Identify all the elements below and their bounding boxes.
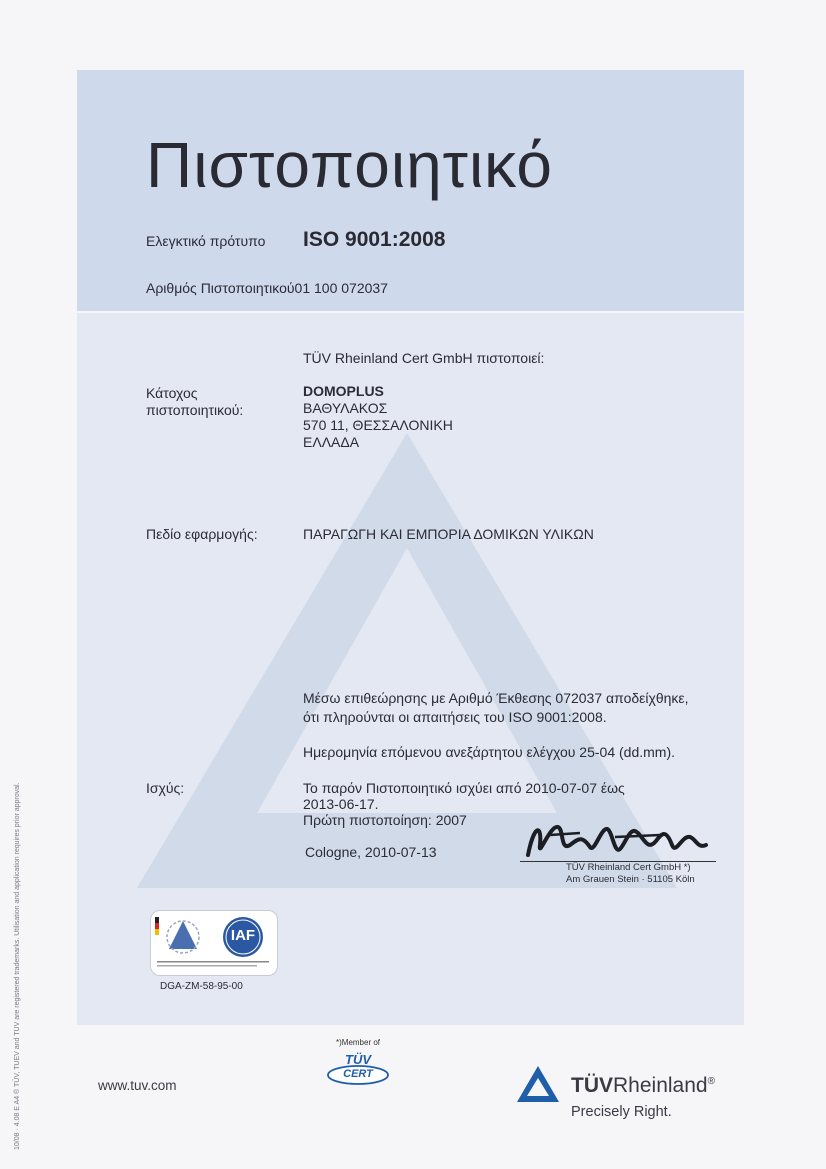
holder-block [303,383,453,451]
iaf-text: IAF [230,927,256,944]
holder-country: ΕΛΛΑΔΑ [303,434,360,450]
website-link[interactable]: www.tuv.com [98,1078,177,1093]
place-date: Cologne, 2010-07-13 [305,844,437,860]
cert-wordmark: CERT [343,1068,373,1080]
validity-line2: 2013-06-17. [303,796,379,812]
signature-address: Am Grauen Stein · 51105 Köln [566,874,695,885]
validity-line1: Το παρόν Πιστοποιητικό ισχύει από 2010-07-07 έως [303,780,625,796]
certificate-number-row [146,280,388,296]
standard-value: ISO 9001:2008 [303,228,446,251]
holder-address1: ΒΑΘΥΛΑΚΟΣ [303,400,388,416]
signature-company: TÜV Rheinland Cert GmbH *) [566,862,691,873]
audit-line2: ότι πληρούνται οι απαιτήσεις του ISO 9001:2008. [303,709,607,725]
audit-block [303,689,689,727]
tuv-triangle-logo-icon [515,1064,561,1104]
certificate-number-label: Αριθμός Πιστοποιητικού [146,280,295,296]
scope-value: ΠΑΡΑΓΩΓΗ ΚΑΙ ΕΜΠΟΡΙΑ ΔΟΜΙΚΩΝ ΥΛΙΚΩΝ [303,526,594,542]
certificate-number-value: 01 100 072037 [294,280,388,296]
accreditation-code: DGA-ZM-58-95-00 [160,981,243,992]
standard-label: Ελεγκτικό πρότυπο [146,233,266,249]
first-certification: Πρώτη πιστοποίηση: 2007 [303,812,467,828]
certifier-statement: TÜV Rheinland Cert GmbH πιστοποιεί: [303,350,545,366]
tuv-cert-logo [326,1052,390,1086]
member-of-label: *)Member of [336,1038,381,1047]
signature-caption [566,862,695,886]
brand-rheinland: Rheinland [613,1074,708,1097]
holder-label-line2: πιστοποιητικού: [146,402,244,418]
holder-name: DOMOPLUS [303,383,384,399]
brand-tuv: TÜV [571,1074,613,1097]
certificate-title: Πιστοποιητικό [146,129,553,201]
audit-line1: Μέσω επιθεώρησης με Αριθμό Έκθεσης 072037 αποδείχθηκε, [303,690,689,706]
scope-label: Πεδίο εφαρμογής: [146,526,258,542]
holder-label-line1: Κάτοχος [146,385,198,401]
holder-label [146,385,243,419]
brand-tagline: Precisely Right. [571,1104,672,1120]
next-audit: Ημερομηνία επόμενου ανεξάρτητου ελέγχου 25-04 (dd.mm). [303,744,675,760]
tuv-wordmark: TÜV [345,1052,371,1067]
brand-registered: ® [707,1076,715,1087]
brand-logo [571,1074,715,1098]
side-trademark-note: 10/08 · 4.08 E A4 ® TÜV, TUEV and TUV are registered trademarks. Utilisation and application requires prior approval. [14,782,21,1150]
accreditation-logo [150,910,278,976]
validity-label: Ισχύς: [146,780,185,796]
holder-address2: 570 11, ΘΕΣΣΑΛΟΝΙΚΗ [303,417,453,433]
signature-icon [520,815,720,863]
